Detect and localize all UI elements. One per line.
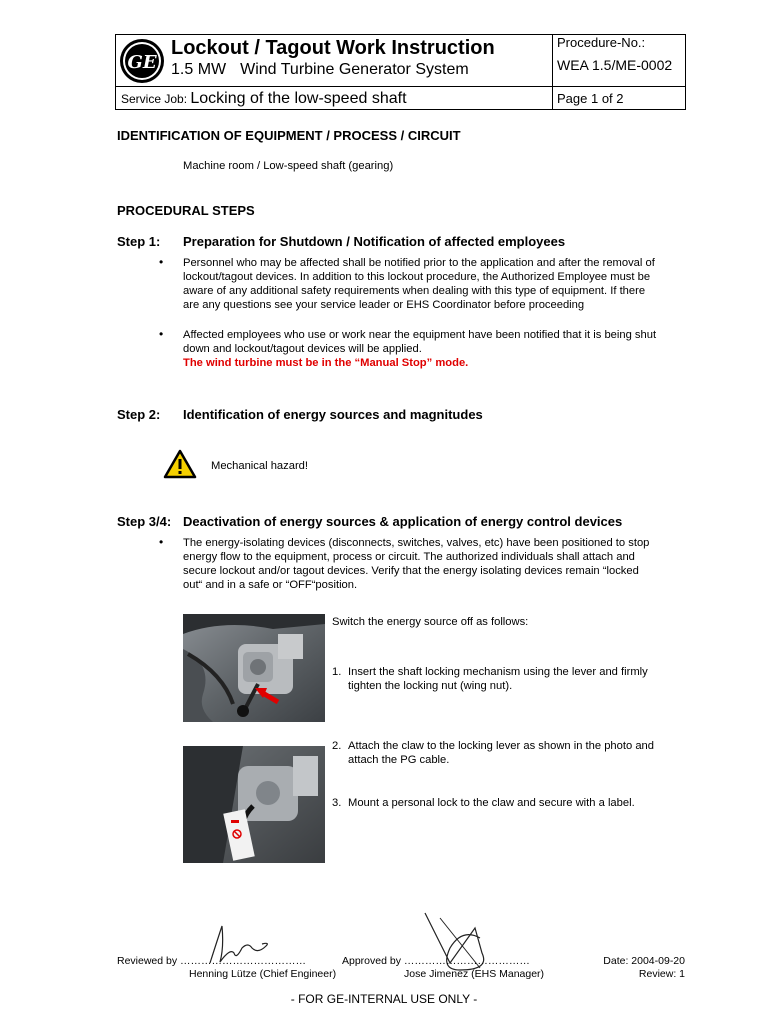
svg-text:GE: GE — [127, 52, 157, 73]
internal-use-notice: - FOR GE-INTERNAL USE ONLY - — [290, 992, 478, 1006]
bullet-icon: • — [159, 327, 164, 341]
step1-bullet1: Personnel who may be affected shall be notified prior to the application and after the removal of lockout/tagout devices. In addition to this lockout procedure, the Authorized Employee must be aware of any additional safety requirements when dealing with this type of equipment. If there are any questions see your service leader or EHS Coordinator before proceeding — [183, 257, 655, 311]
list-item: 3. Mount a personal lock to the claw and secure with a label. — [332, 797, 635, 809]
service-job: Service Job: Locking of the low-speed shaft — [121, 90, 407, 107]
header-divider-vertical — [552, 35, 553, 109]
ge-logo-icon — [119, 38, 165, 84]
approved-by-label: Approved by ……………………………… — [342, 955, 530, 967]
document-title: Lockout / Tagout Work Instruction — [171, 37, 495, 59]
step1-number: Step 1: — [117, 234, 161, 249]
step34-number: Step 3/4: — [117, 514, 172, 529]
document-subtitle: 1.5 MW Wind Turbine Generator System — [171, 61, 469, 78]
manual-stop-warning: The wind turbine must be in the “Manual Stop” mode. — [183, 357, 469, 369]
header-table — [115, 34, 686, 110]
list-item: 1. Insert the shaft locking mechanism using the lever and firmly tighten the locking nut (wing nut). — [332, 666, 648, 692]
bullet-icon: • — [159, 535, 164, 549]
list-item: 2. Attach the claw to the locking lever as shown in the photo and attach the PG cable. — [332, 740, 654, 766]
step1-title: Preparation for Shutdown / Notification of affected employees — [183, 234, 566, 249]
warning-triangle-icon — [163, 449, 197, 479]
reviewed-by-label: Reviewed by ……………………………… — [117, 955, 307, 967]
photo-claw-lock — [183, 746, 325, 863]
page-number: Page 1 of 2 — [557, 91, 624, 106]
hazard-label: Mechanical hazard! — [211, 460, 309, 472]
procedural-steps-heading: PROCEDURAL STEPS — [117, 203, 255, 218]
procedure-number: WEA 1.5/ME-0002 — [557, 57, 673, 73]
photo-shaft-locking — [183, 614, 325, 722]
identification-heading: IDENTIFICATION OF EQUIPMENT / PROCESS / CIRCUIT — [117, 128, 461, 143]
identification-text: Machine room / Low-speed shaft (gearing) — [183, 160, 394, 172]
approver-name: Jose Jimenez (EHS Manager) — [404, 968, 545, 980]
step34-title: Deactivation of energy sources & application of energy control devices — [183, 514, 623, 529]
document-date: Date: 2004-09-20 — [603, 955, 685, 967]
step1-bullet2: Affected employees who use or work near the equipment have been notified that it is being shut down and lockout/tagout devices will be applied. The wind turbine must be in the “Manual Stop” mode. — [183, 328, 693, 370]
step2-number: Step 2: — [117, 407, 161, 422]
header-divider-horizontal — [116, 86, 685, 87]
procedure-label: Procedure-No.: — [557, 35, 646, 50]
bullet-icon: • — [159, 255, 164, 269]
review-number: Review: 1 — [638, 968, 685, 980]
reviewer-name: Henning Lütze (Chief Engineer) — [189, 968, 337, 980]
step34-bullet: The energy-isolating devices (disconnects, switches, valves, etc) have been positioned to stop energy flow to the equipment, process or circuit. The authorized individuals shall attach and secure lockout and/or tagout devices. Verify that the energy isolating devices remain “locked out“ and in a safe or “OFF“position. — [183, 537, 650, 591]
switch-off-intro: Switch the energy source off as follows: — [332, 616, 529, 628]
step2-title: Identification of energy sources and magnitudes — [183, 407, 483, 422]
